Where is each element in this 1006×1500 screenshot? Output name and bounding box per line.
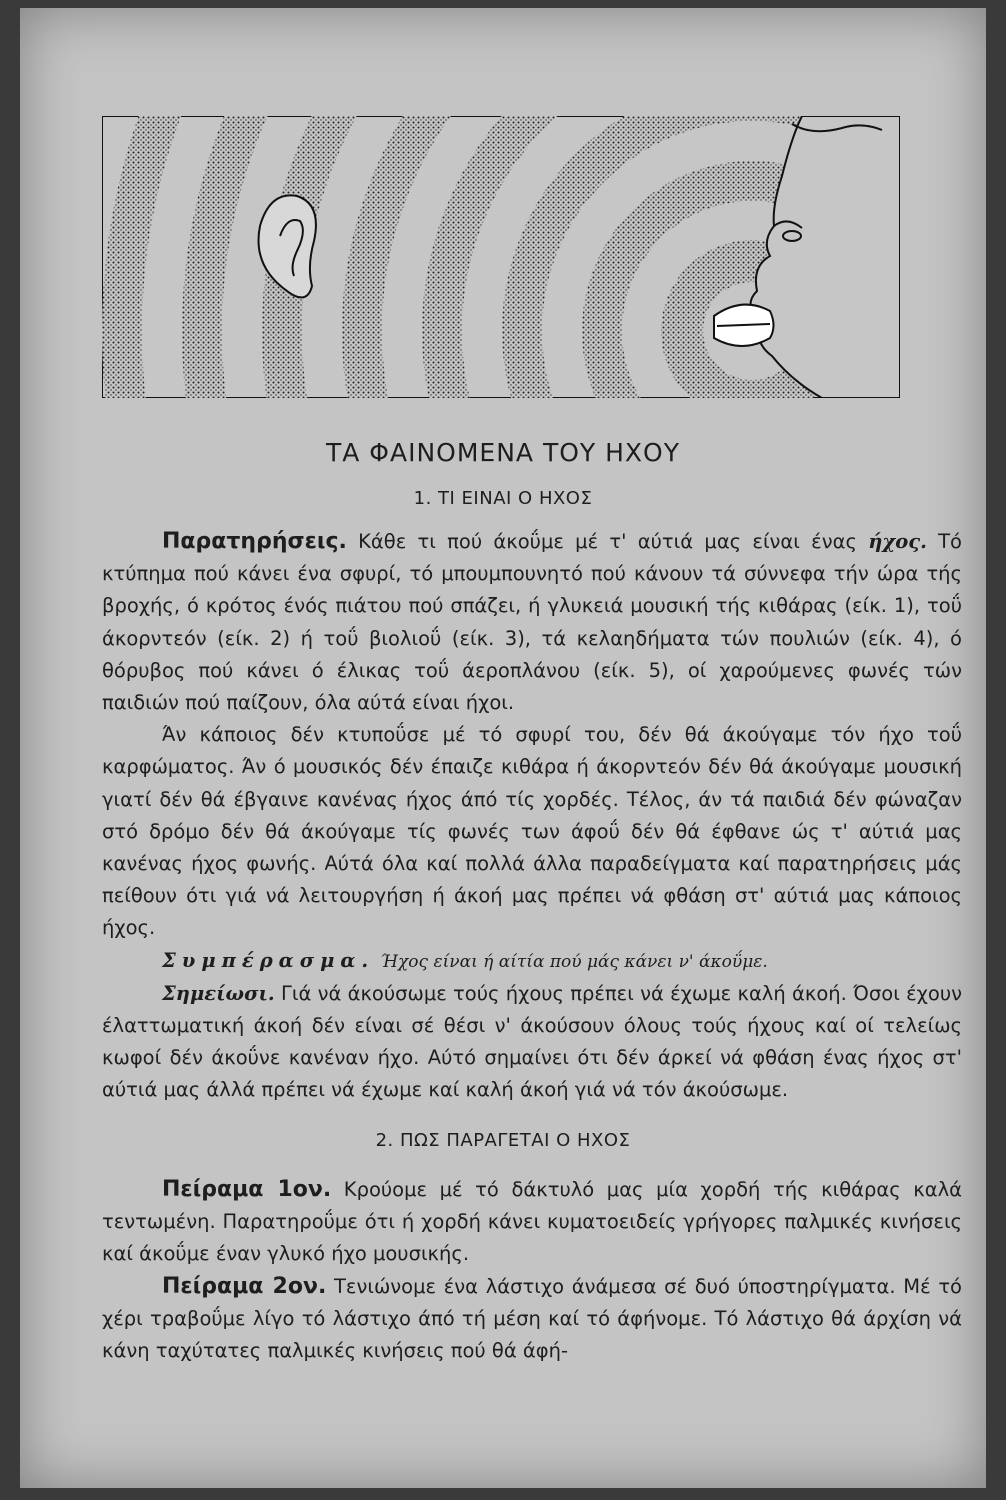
experiment-2-label: Πείραμα 2ον. [162,1273,327,1299]
conclusion-text: Ήχος είναι ή αίτία πού μάς κάνει ν' άκοΰμε. [380,951,768,972]
section-1-body [102,526,962,1107]
term-ichos: ήχος. [868,530,927,553]
section-1-heading: 1. ΤΙ ΕΙΝΑΙ Ο ΗΧΟΣ [413,488,593,509]
sound-waves-illustration [102,116,900,398]
observations-label: Παρατηρήσεις. [162,529,347,554]
conclusion-label: Συμπέρασμα. [162,948,375,972]
observations-paragraph: Παρατηρήσεις. Κάθε τι πού άκοΰμε μέ τ' αύτιά μας είναι ένας ήχος. Τό κτύπημα πού κάνει ένα σφυρί, τό μπουμπουνητό πού κάνουν τά σύννεφα τήν ώρα τής βροχής, ό κρότος ένός πιάτου πού σπάζει, ή γλυκειά μουσική τής κιθάρας (είκ. 1), τοΰ άκορντεόν (είκ. 2) ή τοΰ βιολιοΰ (είκ. 3), τά κελαηδήματα τών πουλιών (είκ. 4), ό θόρυβος πού κάνει ό έλικας τοΰ άεροπλάνου (είκ. 5), οί χαρούμενες φωνές τών παιδιών πού παίζουν, όλα αύτά είναι ήχοι. [102,529,962,715]
section-2-heading: 2. ΠΩΣ ΠΑΡΑΓΕΤΑΙ Ο ΗΧΟΣ [375,1130,631,1151]
conclusion-paragraph [102,945,962,978]
experiment-1-paragraph: Πείραμα 1ον. Κρούομε μέ τό δάκτυλό μας μία χορδή τής κιθάρας καλά τεντωμένη. Παρατηροΰμε ότι ή χορδή κάνει κυματοειδείς γρήγορες παλμικές κινήσεις καί άκοΰμε έναν γλυκό ήχο μουσικής. [102,1177,963,1266]
example-paragraph: Άν κάποιος δέν κτυποΰσε μέ τό σφυρί του, δέν θά άκούγαμε τόν ήχο τοΰ καρφώματος. Άν ό μουσικός δέν έπαιζε κιθάρα ή άκορντεόν δέν θά άκούγαμε μουσική γιατί δέν θά έβγαινε κανένας ήχος άπό τίς χορδές. Τέλος, άν τά παιδιά δέν φώναζαν στό δρόμο δέν θά άκούγαμε τίς φωνές των άφοΰ δέν θά έφθανε ώς τ' αύτιά μας κανένας ήχος φωνής. Αύτά όλα καί πολλά άλλα παραδείγματα καί παρατηρήσεις μάς πείθουν ότι γιά νά λειτουργήση ή άκοή μας πρέπει νά φθάση στ' αύτιά μας κάποιος ήχος. [102,723,962,940]
note-paragraph: Σημείωσι. Γιά νά άκούσωμε τούς ήχους πρέπει νά έχωμε καλή άκοή. Όσοι έχουν έλαττωματική άκοή δέν είναι σέ θέσι ν' άκούσουν όλους τούς ήχους καί οί τελείως κωφοί δέν άκοΰνε κανέναν ήχο. Αύτό σημαίνει ότι δέν άρκεί νά φθάση ένας ήχος στ' αύτιά μας άλλά πρέπει νά έχωμε καί καλή άκοή γιά νά τόν άκούσωμε. [102,981,962,1102]
page-title: ΤΑ ΦΑΙΝΟΜΕΝΑ ΤΟΥ ΗΧΟΥ [325,438,680,467]
section-2-body [102,1174,962,1367]
experiment-2-paragraph: Πείραμα 2ον. Τενιώνομε ένα λάστιχο άνάμεσα σέ δυό ύποστηρίγματα. Μέ τό χέρι τραβοΰμε λίγο τό λάστιχο άπό τή μέση καί τό άφήνομε. Τό λάστιχο θά άρχίση νά κάνη ταχύτατες παλμικές κινήσεις πού θά άφή- [102,1273,962,1363]
note-label: Σημείωσι. [162,981,275,1005]
book-page [20,8,986,1488]
experiment-1-label: Πείραμα 1ον. [162,1177,332,1202]
